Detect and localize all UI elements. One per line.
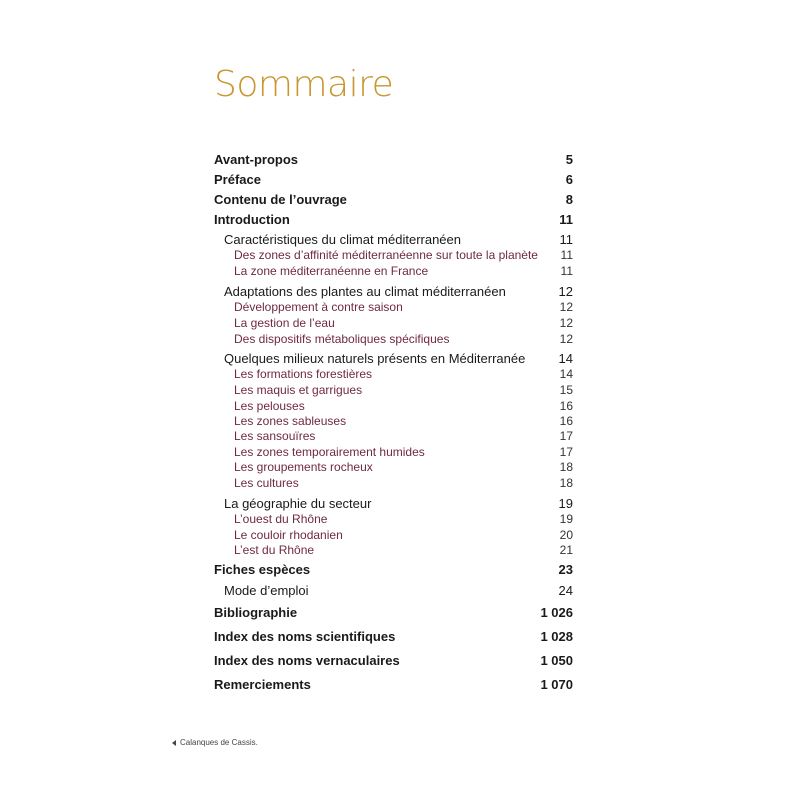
toc-entry-page: 6	[565, 171, 573, 187]
toc-entry-page: 12	[558, 283, 573, 299]
toc-entry-label: Caractéristiques du climat méditerranéen	[224, 231, 461, 247]
toc-entry-label: Bibliographie	[214, 604, 298, 620]
toc-entry-label: Développement à contre saison	[234, 300, 403, 314]
toc-entry	[214, 330, 573, 348]
toc-entry-page: 5	[565, 151, 573, 167]
toc-entry-label: Index des noms vernaculaires	[214, 652, 400, 668]
photo-caption	[172, 738, 258, 747]
toc-entry-label: La gestion de l’eau	[234, 316, 335, 330]
toc-entry	[214, 170, 573, 188]
toc-entry-label: Des dispositifs métaboliques spécifiques	[234, 332, 450, 346]
toc-entry-page: 11	[559, 231, 573, 247]
toc-entry-label: La zone méditerranéenne en France	[234, 264, 429, 278]
toc-entry-label: Les zones temporairement humides	[234, 445, 425, 459]
toc-entry-label: L’ouest du Rhône	[234, 512, 328, 526]
toc-entry	[214, 627, 573, 645]
toc-entry-label: L’est du Rhône	[234, 543, 315, 557]
toc-entry-page: 8	[565, 191, 573, 207]
toc-entry-page: 14	[559, 367, 573, 381]
toc-entry	[214, 651, 573, 669]
toc-entry-page: 12	[559, 332, 573, 346]
toc-entry-page: 18	[559, 476, 573, 490]
toc-entry-label: Remerciements	[214, 676, 311, 692]
toc-entry-page: 1 026	[540, 604, 573, 620]
toc-entry-label: Les zones sableuses	[234, 414, 347, 428]
toc-entry-page: 15	[559, 383, 573, 397]
toc-entry-page: 1 070	[540, 676, 573, 692]
toc-entry-page: 19	[558, 495, 573, 511]
triangle-left-icon	[172, 740, 176, 746]
toc-entry-page: 24	[558, 582, 573, 598]
toc-entry-page: 20	[559, 528, 573, 542]
toc-entry-page: 14	[558, 350, 573, 366]
toc-entry-page: 18	[559, 460, 573, 474]
toc-entry-label: Avant-propos	[214, 151, 299, 167]
toc-entry	[214, 560, 573, 578]
toc-entry	[214, 190, 573, 208]
toc-entry-page: 19	[559, 512, 573, 526]
toc-entry-page: 17	[559, 429, 573, 443]
toc-entry-label: Les formations forestières	[234, 367, 373, 381]
toc-entry-label: Les maquis et garrigues	[234, 383, 363, 397]
toc-entry-label: Le couloir rhodanien	[234, 528, 343, 542]
toc-entry-page: 12	[559, 300, 573, 314]
toc-entry-label: Adaptations des plantes au climat méditerranéen	[224, 283, 506, 299]
toc-entry-label: Index des noms scientifiques	[214, 628, 396, 644]
toc-entry	[214, 262, 573, 280]
page-title: Sommaire	[214, 64, 394, 105]
toc-entry-label: Fiches espèces	[214, 561, 311, 577]
toc-entry	[214, 541, 573, 559]
toc-entry-page: 21	[559, 543, 573, 557]
toc-entry-page: 1 050	[540, 652, 573, 668]
toc-entry-label: Introduction	[214, 211, 290, 227]
toc-entry-label: Les pelouses	[234, 399, 305, 413]
toc-entry-label: Mode d’emploi	[224, 582, 309, 598]
toc-entry-page: 17	[559, 445, 573, 459]
toc-entry-label: Les cultures	[234, 476, 299, 490]
caption-text: Calanques de Cassis.	[180, 738, 258, 747]
toc-entry-label: Préface	[214, 171, 261, 187]
toc-entry-page: 11	[560, 248, 573, 262]
toc-entry-label: Quelques milieux naturels présents en Méditerranée	[224, 350, 526, 366]
toc-entry	[214, 210, 573, 228]
toc-entry	[214, 474, 573, 492]
toc-entry	[214, 603, 573, 621]
toc-entry-label: Des zones d’affinité méditerranéenne sur toute la planète	[234, 248, 538, 262]
toc-entry-label: La géographie du secteur	[224, 495, 372, 511]
toc-entry	[214, 581, 573, 599]
toc-entry-page: 16	[559, 414, 573, 428]
toc-entry-label: Les sansouïres	[234, 429, 316, 443]
toc-entry-page: 11	[560, 264, 573, 278]
toc-entry-page: 1 028	[540, 628, 573, 644]
toc-entry	[214, 675, 573, 693]
toc-entry	[214, 150, 573, 168]
toc-entry-label: Contenu de l’ouvrage	[214, 191, 347, 207]
toc-entry-label: Les groupements rocheux	[234, 460, 373, 474]
toc-entry-page: 16	[559, 399, 573, 413]
toc-entry-page: 12	[559, 316, 573, 330]
toc-entry-page: 23	[558, 561, 573, 577]
toc-entry-page: 11	[559, 211, 573, 227]
